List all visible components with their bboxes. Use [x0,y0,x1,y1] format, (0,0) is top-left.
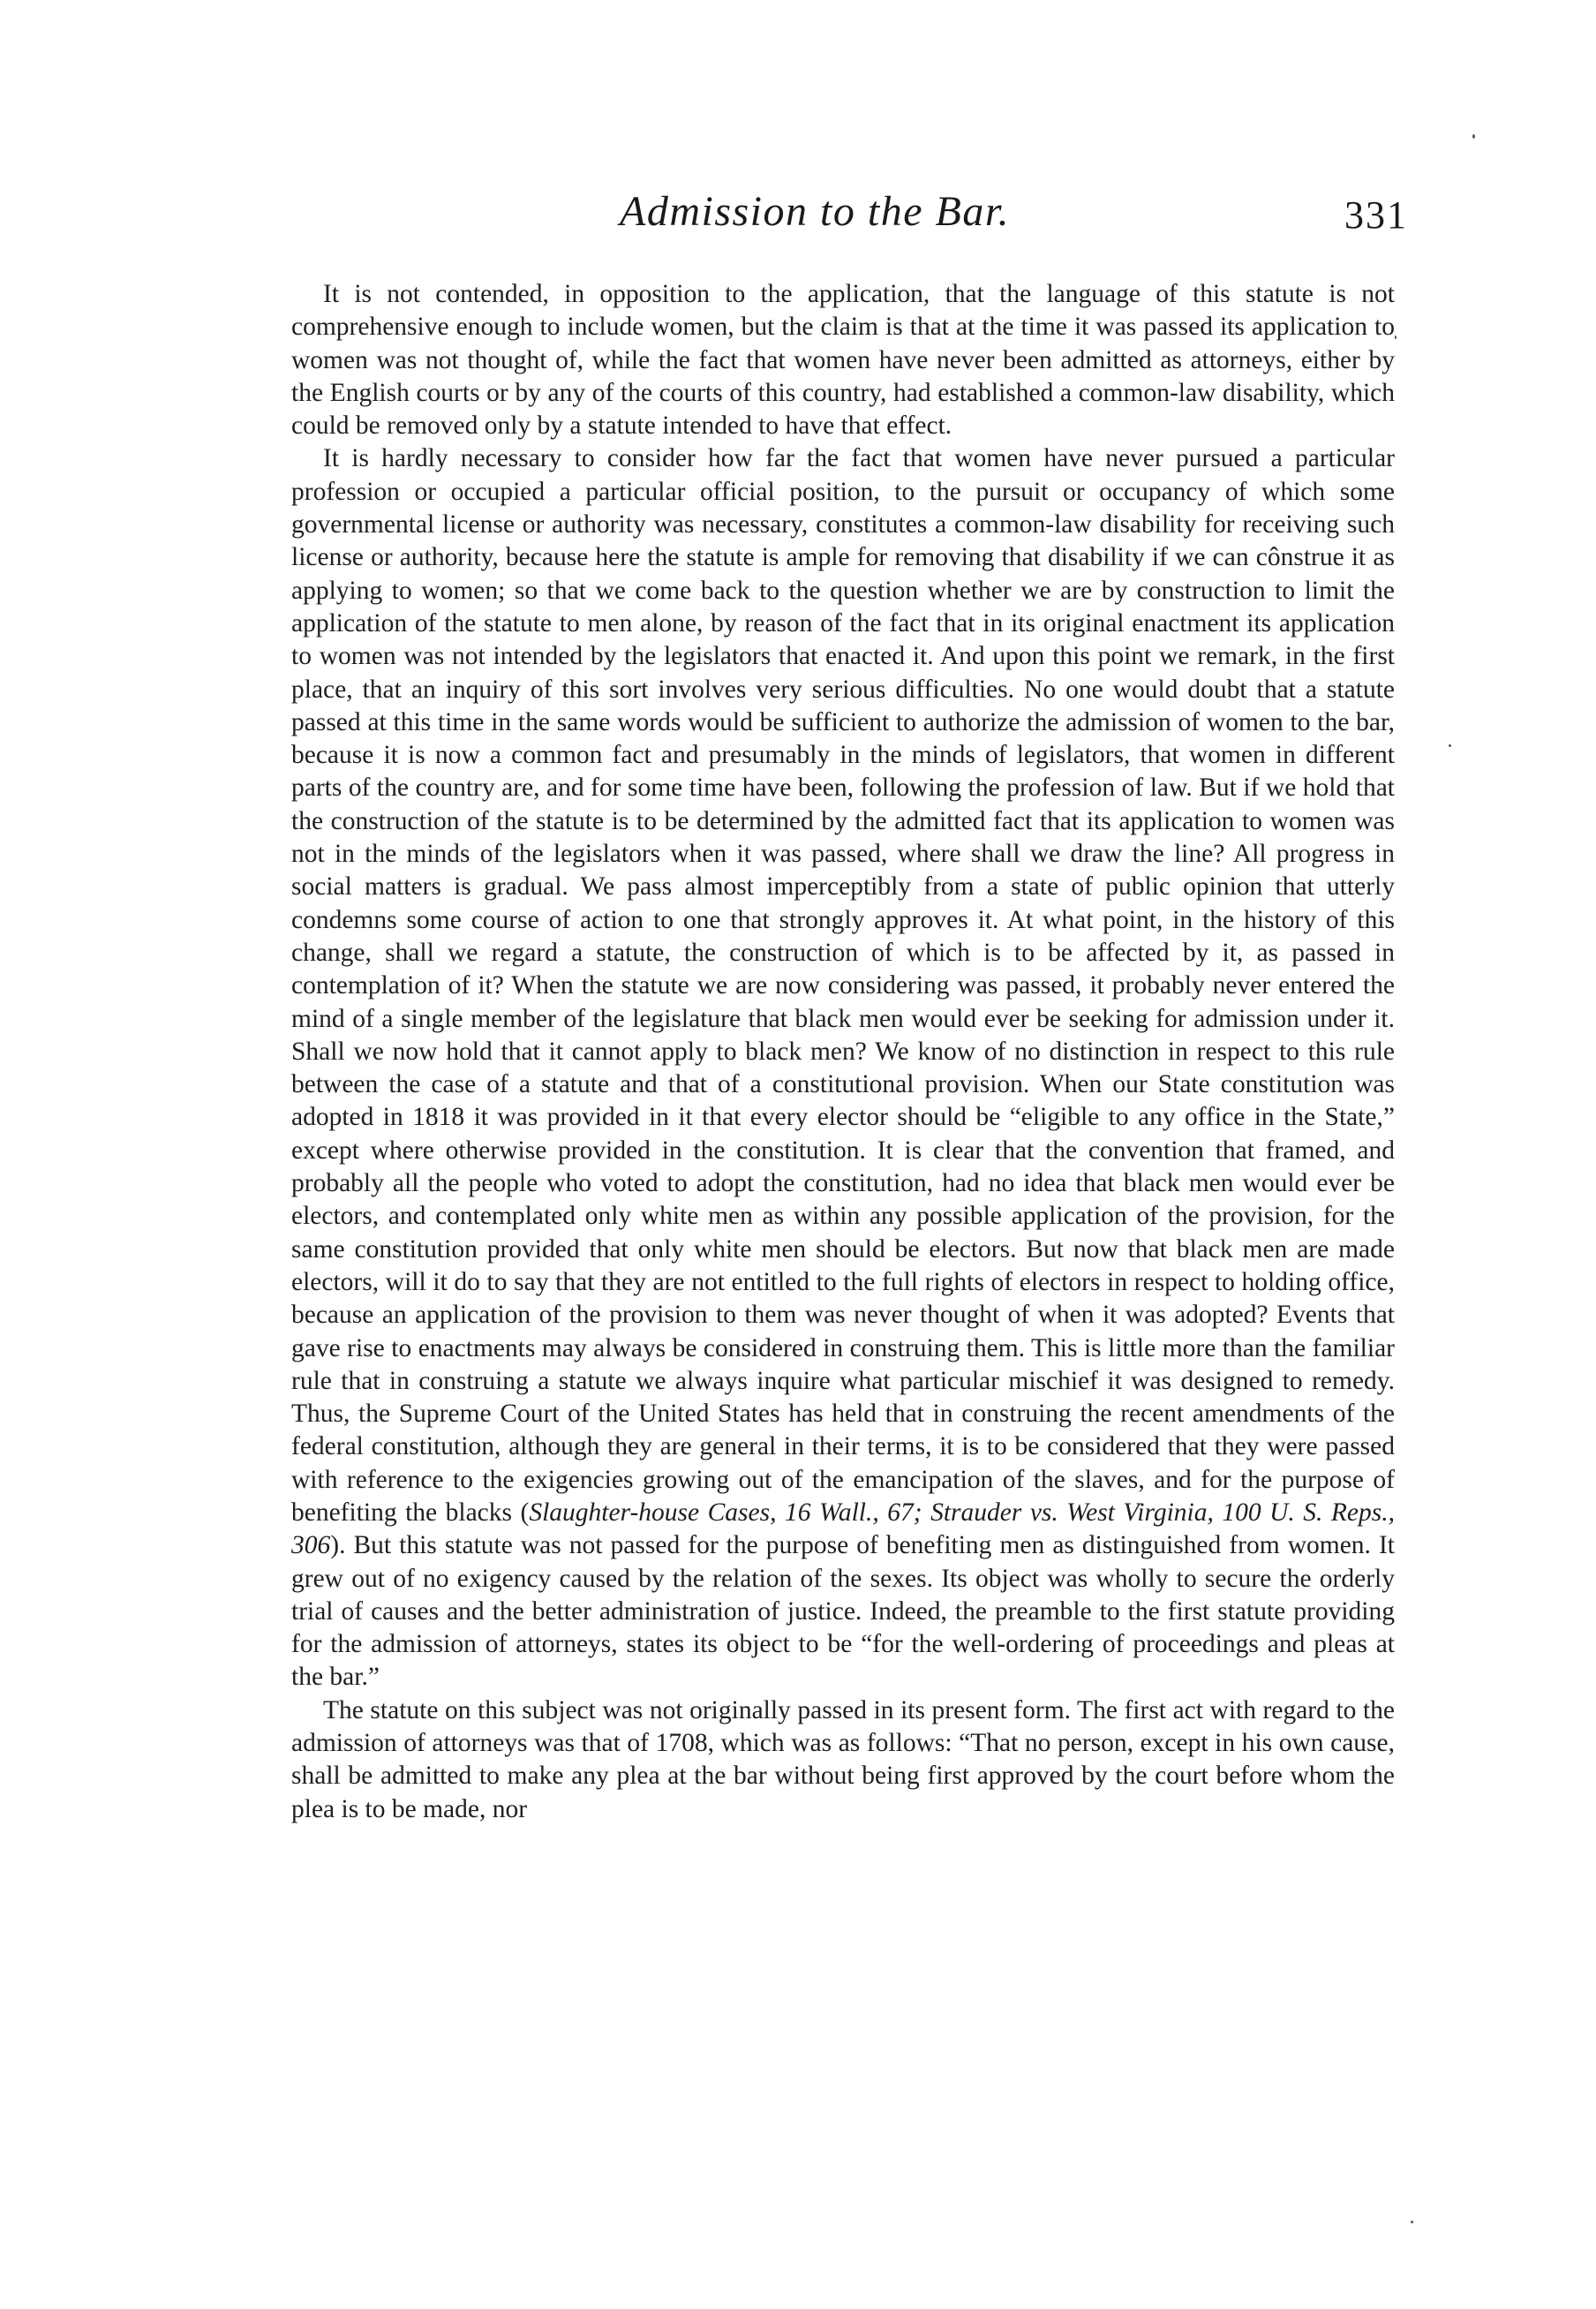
paragraph-2-text-a: It is hardly necessary to consider how far the fact that women have never pursued a particular profession or occupied a particular official position, to the pursuit or occupancy of which some governmental license or authority was necessary, constitutes a common-law disability for receiving such license or authority, because here the statute is ample for removing that disability if we can cônstrue it as applying to women; so that we come back to the question whether we are by construction to limit the application of the statute to men alone, by reason of the fact that in its original enactment its application to women was not intended by the legislators that enacted it. And upon this point we remark, in the first place, that an inquiry of this sort involves very serious difficulties. No one would doubt that a statute passed at this time in the same words would be sufficient to authorize the admission of women to the bar, because it is now a common fact and presumably in the minds of legislators, that women in different parts of the country are, and for some time have been, following the profession of law. But if we hold that the construction of the statute is to be determined by the admitted fact that its application to women was not in the minds of the legislators when it was passed, where shall we draw the line? All progress in social matters is gradual. We pass almost imperceptibly from a state of public opinion that utterly condemns some course of action to one that strongly approves it. At what point, in the history of this change, shall we regard a statute, the construction of which is to be affected by it, as passed in contemplation of it? When the statute we are now considering was passed, it probably never entered the mind of a single member of the legislature that black men would ever be seeking for admission under it. Shall we now hold that it cannot apply to black men? We know of no distinction in respect to this rule between the case of a statute and that of a constitutional provision. When our State constitution was adopted in 1818 it was provided in it that every elector should be “eligible to any office in the State,” except where otherwise provided in the constitution. It is clear that the convention that framed, and probably all the people who voted to adopt the constitution, had no idea that black men would ever be electors, and contemplated only white men as within any possible application of the provision, for the same constitution provided that only white men should be electors. But now that black men are made electors, will it do to say that they are not entitled to the full rights of electors in respect to holding office, because an application of the provision to them was never thought of when it was adopted? Events that gave rise to enactments may always be considered in construing them. This is little more than the familiar rule that in construing a statute we always inquire what particular mischief it was designed to remedy. Thus, the Supreme Court of the United States has held that in construing the recent amendments of the federal constitution, although they are general in their terms, it is to be considered that they were passed with reference to the exigencies growing out of the emancipation of the slaves, and for the purpose of benefiting the blacks ( [291,444,1395,1527]
text-body [291,278,1395,1826]
paragraph-1 [291,278,1395,442]
scan-speck [1395,336,1396,339]
case-citation-strauder: Strauder vs. West Virginia, 100 U. S. Reps., 306 [291,1498,1396,1560]
paragraph-2-text-b [922,1498,931,1527]
scan-speck [1449,744,1451,747]
paragraph-3 [291,1694,1395,1826]
case-citation-slaughter-house: Slaughter-house Cases, 16 Wall., 67; [529,1498,922,1527]
running-head [291,187,1408,249]
scan-speck [1411,2221,1413,2223]
running-title: Admission to the Bar. [620,188,1011,235]
paragraph-2-text-c: ). But this statute was not passed for the purpose of benefiting men as distinguished from women. It grew out of no exigency caused by the relation of the sexes. Its object was wholly to secure the orderly trial of causes and the better administration of justice. Indeed, the preamble to the first statute providing for the admission of attorneys, states its object to be “for the well-ordering of proceedings and pleas at the bar.” [291,1531,1395,1692]
scan-speck [1472,134,1475,139]
page-number: 331 [1344,193,1408,237]
paragraph-3-text: The statute on this subject was not originally passed in its present form. The first act with regard to the admission of attorneys was that of 1708, which was as follows: “That no person, except in his own cause, shall be admitted to make any plea at the bar without being first approved by the court before whom the plea is to be made, nor [291,1695,1395,1823]
paragraph-2 [291,442,1395,1694]
paragraph-1-text: It is not contended, in opposition to the application, that the language of this statute is not comprehensive enough to include women, but the claim is that at the time it was passed its application to women was not thought of, while the fact that women have never been admitted as attorneys, either by the English courts or by any of the courts of this country, had established a common-law disability, which could be removed only by a statute intended to have that effect. [291,280,1395,441]
